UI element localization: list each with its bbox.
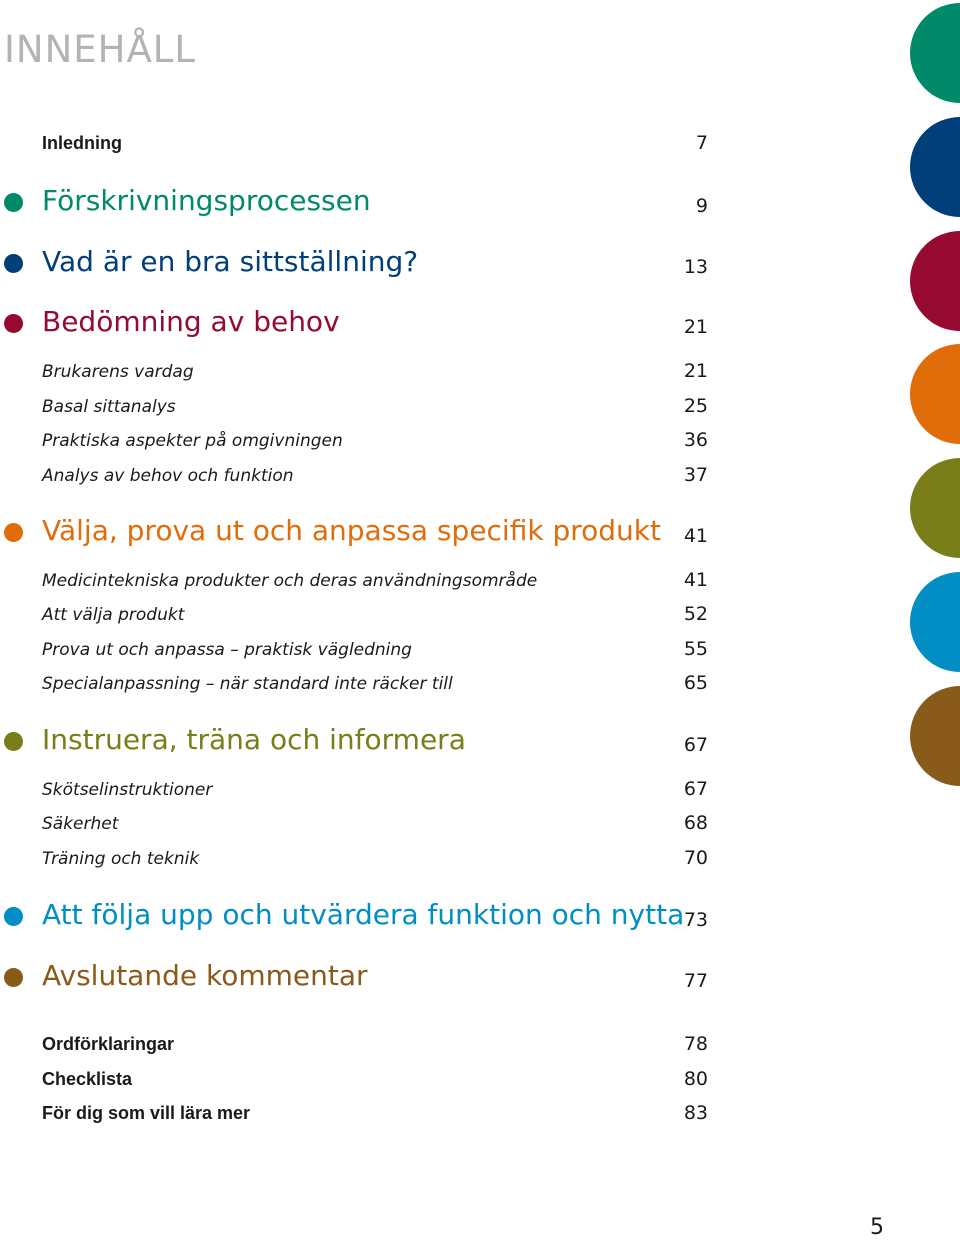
toc-label: Avslutande kommentar xyxy=(42,959,368,992)
toc-page: 67 xyxy=(683,734,708,756)
toc-page: 77 xyxy=(683,970,708,992)
toc-page: 41 xyxy=(683,525,708,547)
toc-page: 52 xyxy=(683,603,708,625)
toc-page: 70 xyxy=(683,847,708,869)
toc-entry-lasa-mer[interactable] xyxy=(0,1090,720,1130)
section-dot-icon xyxy=(4,732,23,751)
toc-page: 21 xyxy=(683,360,708,382)
toc-label: Bedömning av behov xyxy=(42,305,340,338)
toc-label: Ordförklaringar xyxy=(42,1034,175,1054)
toc-section-instruera[interactable] xyxy=(0,722,720,762)
toc-label: Inledning xyxy=(42,133,122,153)
toc-label: För dig som vill lära mer xyxy=(42,1103,251,1123)
toc-label: Medicintekniska produkter och deras användningsområde xyxy=(42,571,538,591)
toc-page: 7 xyxy=(695,132,708,154)
section-dot-icon xyxy=(4,523,23,542)
section-tab-orange[interactable] xyxy=(910,344,960,444)
toc-label: Förskrivningsprocessen xyxy=(42,184,371,217)
toc-subentry[interactable] xyxy=(0,452,720,492)
toc-subentry[interactable] xyxy=(0,835,720,875)
toc-label: Specialanpassning – när standard inte räcker till xyxy=(42,674,453,694)
toc-page: 67 xyxy=(683,778,708,800)
toc-page: 9 xyxy=(695,195,708,217)
toc-page: 78 xyxy=(683,1033,708,1055)
toc-subentry[interactable] xyxy=(0,800,720,840)
toc-label: Praktiska aspekter på omgivningen xyxy=(42,431,343,451)
toc-section-valja-prova[interactable] xyxy=(0,513,720,553)
toc-label: Träning och teknik xyxy=(42,849,200,869)
toc-section-avslutande[interactable] xyxy=(0,958,720,998)
toc-label: Välja, prova ut och anpassa specifik produkt xyxy=(42,514,661,547)
toc-page: 41 xyxy=(683,569,708,591)
section-tab-olive[interactable] xyxy=(910,458,960,558)
toc-label: Skötselinstruktioner xyxy=(42,780,213,800)
section-dot-icon xyxy=(4,254,23,273)
toc-page: 21 xyxy=(683,316,708,338)
toc-page: 36 xyxy=(683,429,708,451)
toc-section-bedomning[interactable] xyxy=(0,304,720,344)
toc-section-folja-upp[interactable] xyxy=(0,897,720,937)
section-tab-brown[interactable] xyxy=(910,686,960,786)
toc-page: 37 xyxy=(683,464,708,486)
toc-label: Säkerhet xyxy=(42,814,119,834)
toc-page: 83 xyxy=(683,1102,708,1124)
toc-page: 25 xyxy=(683,395,708,417)
section-tab-navy[interactable] xyxy=(910,117,960,217)
toc-subentry[interactable] xyxy=(0,417,720,457)
toc-entry-inledning[interactable] xyxy=(0,120,720,160)
toc-section-sittstallning[interactable] xyxy=(0,244,720,284)
toc-label: Vad är en bra sittställning? xyxy=(42,245,419,278)
toc-subentry[interactable] xyxy=(0,660,720,700)
toc-label: Brukarens vardag xyxy=(42,362,194,382)
section-tab-green[interactable] xyxy=(910,3,960,103)
toc-page: 13 xyxy=(683,256,708,278)
section-dot-icon xyxy=(4,907,23,926)
toc-page: 73 xyxy=(683,909,708,931)
toc-label: Prova ut och anpassa – praktisk vägledning xyxy=(42,640,412,660)
toc-subentry[interactable] xyxy=(0,591,720,631)
toc-label: Att följa upp och utvärdera funktion och nytta xyxy=(42,898,685,931)
section-dot-icon xyxy=(4,193,23,212)
page-title: INNEHÅLL xyxy=(4,28,197,71)
toc-page: 68 xyxy=(683,812,708,834)
toc-page: 55 xyxy=(683,638,708,660)
toc-label: Checklista xyxy=(42,1069,133,1089)
toc-entry-ordforklaringar[interactable] xyxy=(0,1021,720,1061)
section-tab-crimson[interactable] xyxy=(910,231,960,331)
toc-label: Att välja produkt xyxy=(42,605,185,625)
section-dot-icon xyxy=(4,968,23,987)
toc-page: 80 xyxy=(683,1068,708,1090)
section-tab-blue[interactable] xyxy=(910,572,960,672)
toc-label: Basal sittanalys xyxy=(42,397,176,417)
section-dot-icon xyxy=(4,314,23,333)
toc-label: Analys av behov och funktion xyxy=(42,466,294,486)
toc-subentry[interactable] xyxy=(0,348,720,388)
toc-section-forskrivningsprocessen[interactable] xyxy=(0,183,720,223)
toc-label: Instruera, träna och informera xyxy=(42,723,466,756)
page-number: 5 xyxy=(870,1215,884,1240)
toc-page: 65 xyxy=(683,672,708,694)
